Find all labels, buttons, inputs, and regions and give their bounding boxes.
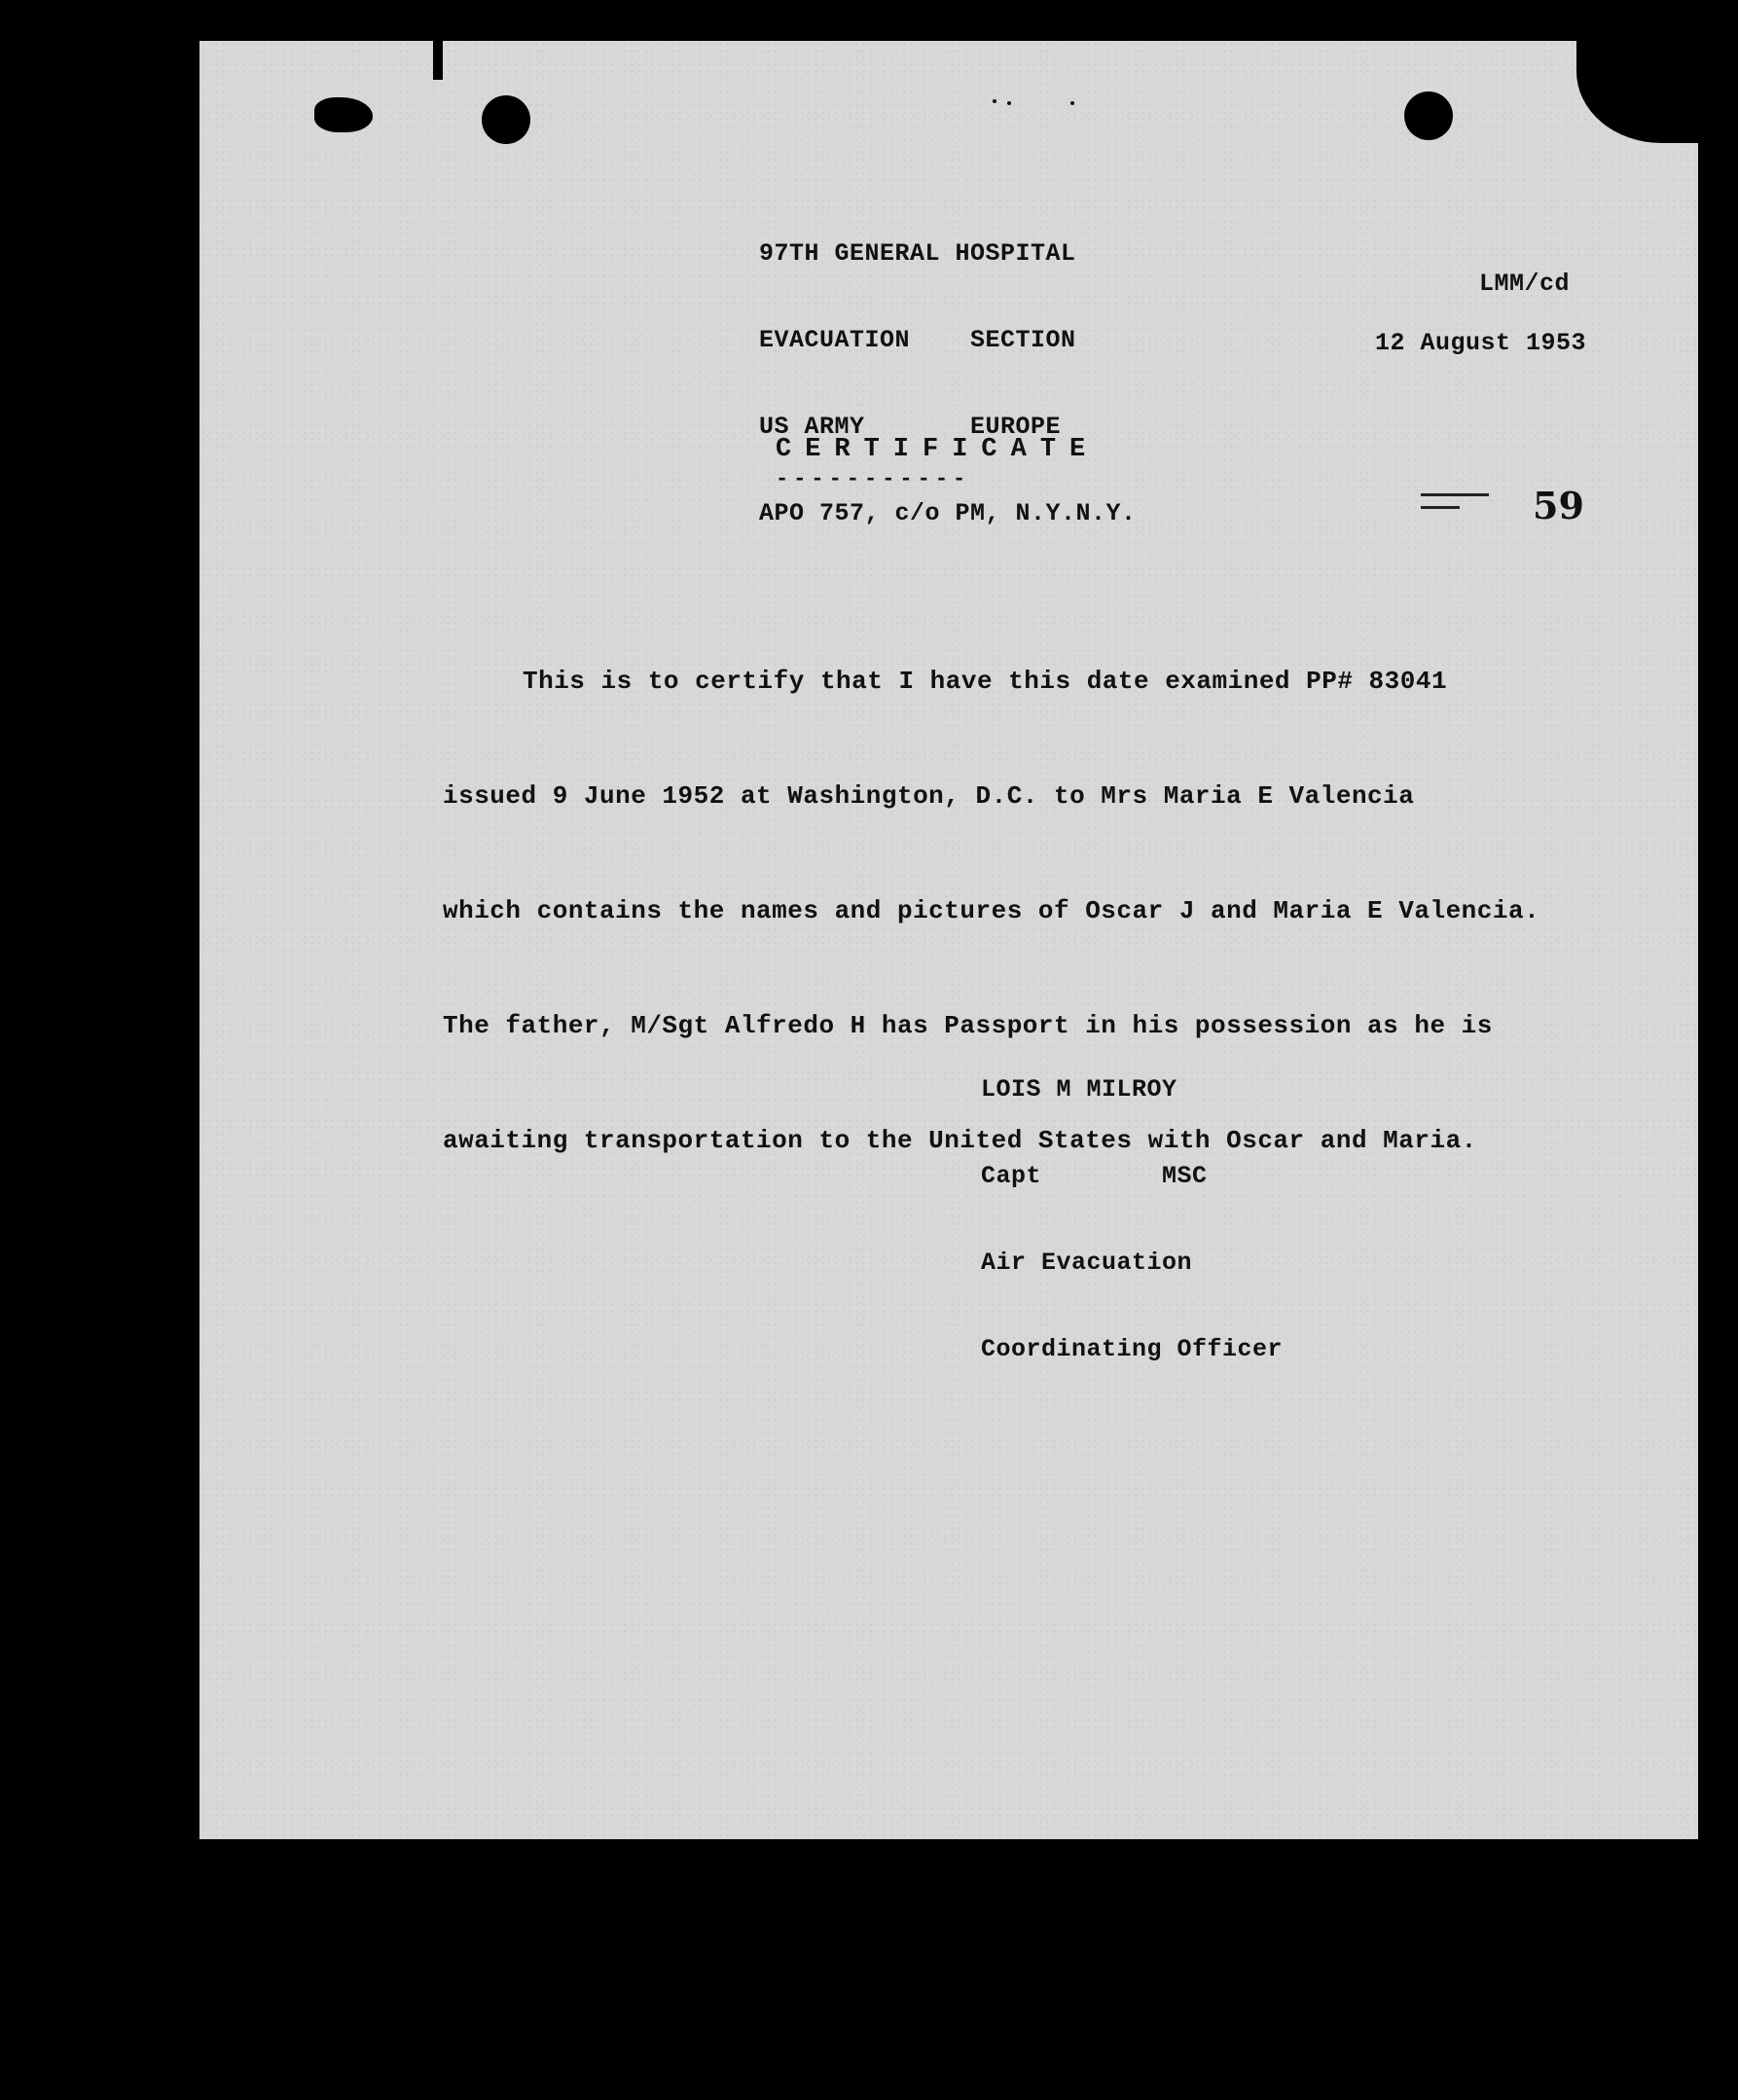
letterhead-line: APO 757, c/o PM, N.Y.N.Y. [759,499,1137,527]
signatory-name: LOIS M MILROY [981,1075,1177,1104]
letter-date: 12 August 1953 [1375,329,1587,357]
ink-speck [1070,101,1074,105]
letterhead-line: EVACUATION SECTION [759,326,1076,354]
body-line: The father, M/Sgt Alfredo H has Passport in his possession as he is [443,1011,1493,1040]
torn-edge-top-left-notch [433,41,443,80]
punch-hole-left [482,95,530,144]
signature-block [981,1018,1283,1421]
punch-hole-right [1404,91,1453,140]
body-line: This is to certify that I have this date examined PP# 83041 [523,667,1448,696]
document-title: CERTIFICATE [776,435,1100,464]
body-line: which contains the names and pictures of Oscar J and Maria E Valencia. [443,896,1540,925]
body-line: issued 9 June 1952 at Washington, D.C. to Mrs Maria E Valencia [443,781,1415,811]
signatory-title: Coordinating Officer [981,1335,1284,1363]
signatory-rank: Capt MSC [981,1162,1208,1190]
letterhead-line: 97TH GENERAL HOSPITAL [759,239,1076,268]
body-line: awaiting transportation to the United States with Oscar and Maria. [443,1126,1477,1155]
ink-speck [1007,101,1011,105]
document-page [199,41,1698,1839]
torn-edge-top-left [314,97,373,132]
title-underline: ----------- [776,467,971,491]
letterhead [759,182,1137,585]
ink-speck [993,99,996,103]
page-number: 59 [1533,484,1584,527]
torn-edge-top-right [1576,41,1698,143]
margin-marks [1421,484,1489,519]
letterhead-line: US ARMY EUROPE [759,413,1062,441]
signatory-title: Air Evacuation [981,1249,1193,1277]
reference-code: LMM/cd [1479,270,1571,298]
